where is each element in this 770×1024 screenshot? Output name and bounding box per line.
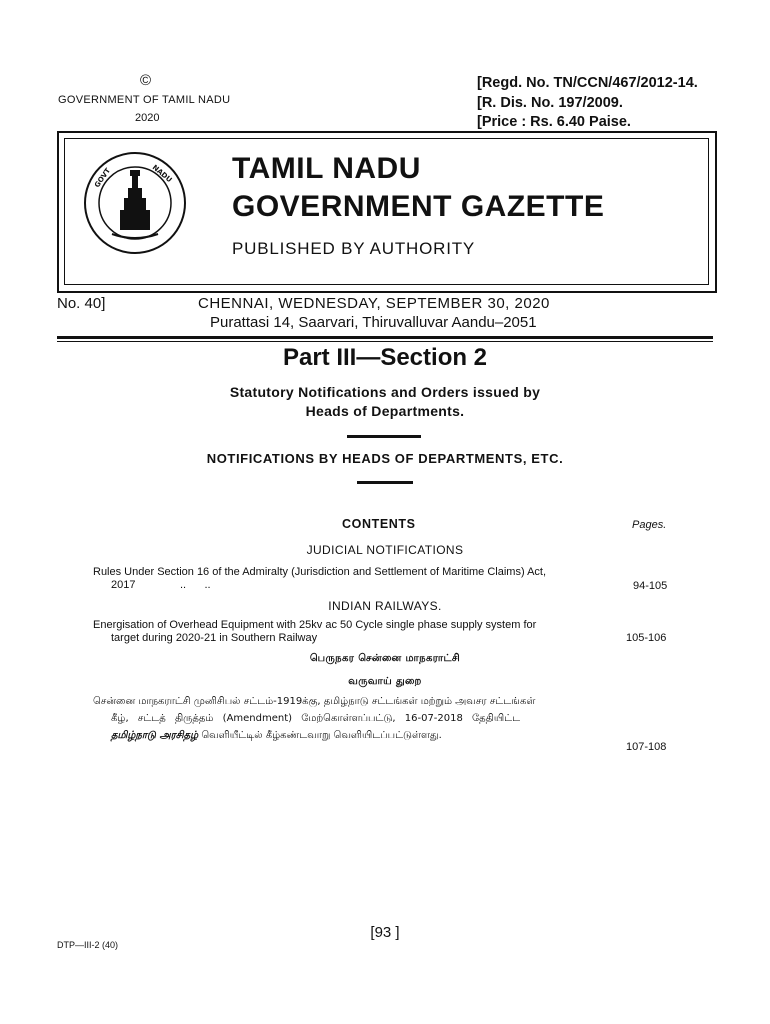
divider-thin (57, 341, 713, 342)
part-subtitle (0, 383, 770, 421)
short-divider-top (347, 435, 421, 438)
entry-pages: 107-108 (626, 741, 667, 753)
entry-text-line: target during 2020-21 in Southern Railway (111, 632, 318, 644)
entry-text-line: 2017 (111, 579, 136, 591)
contents-heading: CONTENTS (342, 517, 416, 531)
entry-leader-dots: .. .. (180, 579, 211, 591)
part-subtitle-line1: Statutory Notifications and Orders issued by (229, 384, 541, 400)
copyright-symbol: © (140, 72, 152, 89)
section-heading-chennai-corporation: பெருநகர சென்னை மாநகராட்சி (309, 653, 461, 664)
section-subheading-revenue: வருவாய் துறை (348, 676, 422, 687)
entry-pages: 105-106 (626, 632, 667, 644)
svg-text:NADU: NADU (150, 163, 174, 185)
section-heading-judicial: JUDICIAL NOTIFICATIONS (306, 543, 464, 557)
entry-text-rest: வெளியீட்டில் கீழ்கண்டவாறு வெளியிடப்பட்டுள்ளது. (201, 730, 442, 741)
entry-text-line (111, 729, 442, 742)
published-by-authority: PUBLISHED BY AUTHORITY (232, 239, 476, 258)
entry-text-line: Rules Under Section 16 of the Admiralty (Jurisdiction and Settlement of Maritime Claims) Act, (93, 566, 547, 578)
entry-text-line: Energisation of Overhead Equipment with 25kv ac 50 Cycle single phase supply system for (93, 619, 537, 631)
svg-text:GOVT: GOVT (93, 166, 113, 190)
government-label: GOVERNMENT OF TAMIL NADU (58, 94, 231, 106)
gazette-title-line2: GOVERNMENT GAZETTE (232, 190, 605, 223)
gazette-title-line1: TAMIL NADU (232, 152, 421, 185)
print-code: DTP—III-2 (40) (57, 940, 119, 950)
part-title: Part III—Section 2 (282, 344, 488, 371)
temple-emblem-icon (82, 150, 188, 256)
tamil-date: Purattasi 14, Saarvari, Thiruvalluvar Aandu–2051 (210, 314, 537, 331)
part-subtitle-line2: Heads of Departments. (305, 403, 465, 419)
registration-block (477, 74, 698, 133)
entry-pages: 94-105 (633, 580, 668, 592)
regd-number: [Regd. No. TN/CCN/467/2012-14. (477, 75, 698, 91)
year-label: 2020 (135, 112, 160, 124)
price: [Price : Rs. 6.40 Paise. (477, 114, 631, 130)
entry-text-line: கீழ், சட்டத் திருத்தம் (Amendment) மேற்கொள்ளப்பட்டு, 16-07-2018 தேதியிட்ட (111, 713, 521, 724)
pages-label: Pages. (632, 519, 667, 531)
notifications-heading: NOTIFICATIONS BY HEADS OF DEPARTMENTS, ETC. (206, 451, 564, 466)
short-divider-bottom (357, 481, 413, 484)
divider-thick (57, 336, 713, 339)
section-heading-railways: INDIAN RAILWAYS. (328, 599, 442, 613)
issue-number: No. 40] (57, 295, 106, 312)
issue-date: CHENNAI, WEDNESDAY, SEPTEMBER 30, 2020 (198, 295, 550, 312)
entry-text-line: சென்னை மாநகராட்சி முனிசிபல் சட்டம்-1919க்கு, தமிழ்நாடு சட்டங்கள் மற்றும் அவசர சட்டங்கள் (93, 696, 536, 707)
gazette-name-bold: தமிழ்நாடு அரசிதழ் (111, 730, 199, 741)
r-dis-number: [R. Dis. No. 197/2009. (477, 94, 623, 111)
page-number: [93 ] (370, 924, 400, 941)
